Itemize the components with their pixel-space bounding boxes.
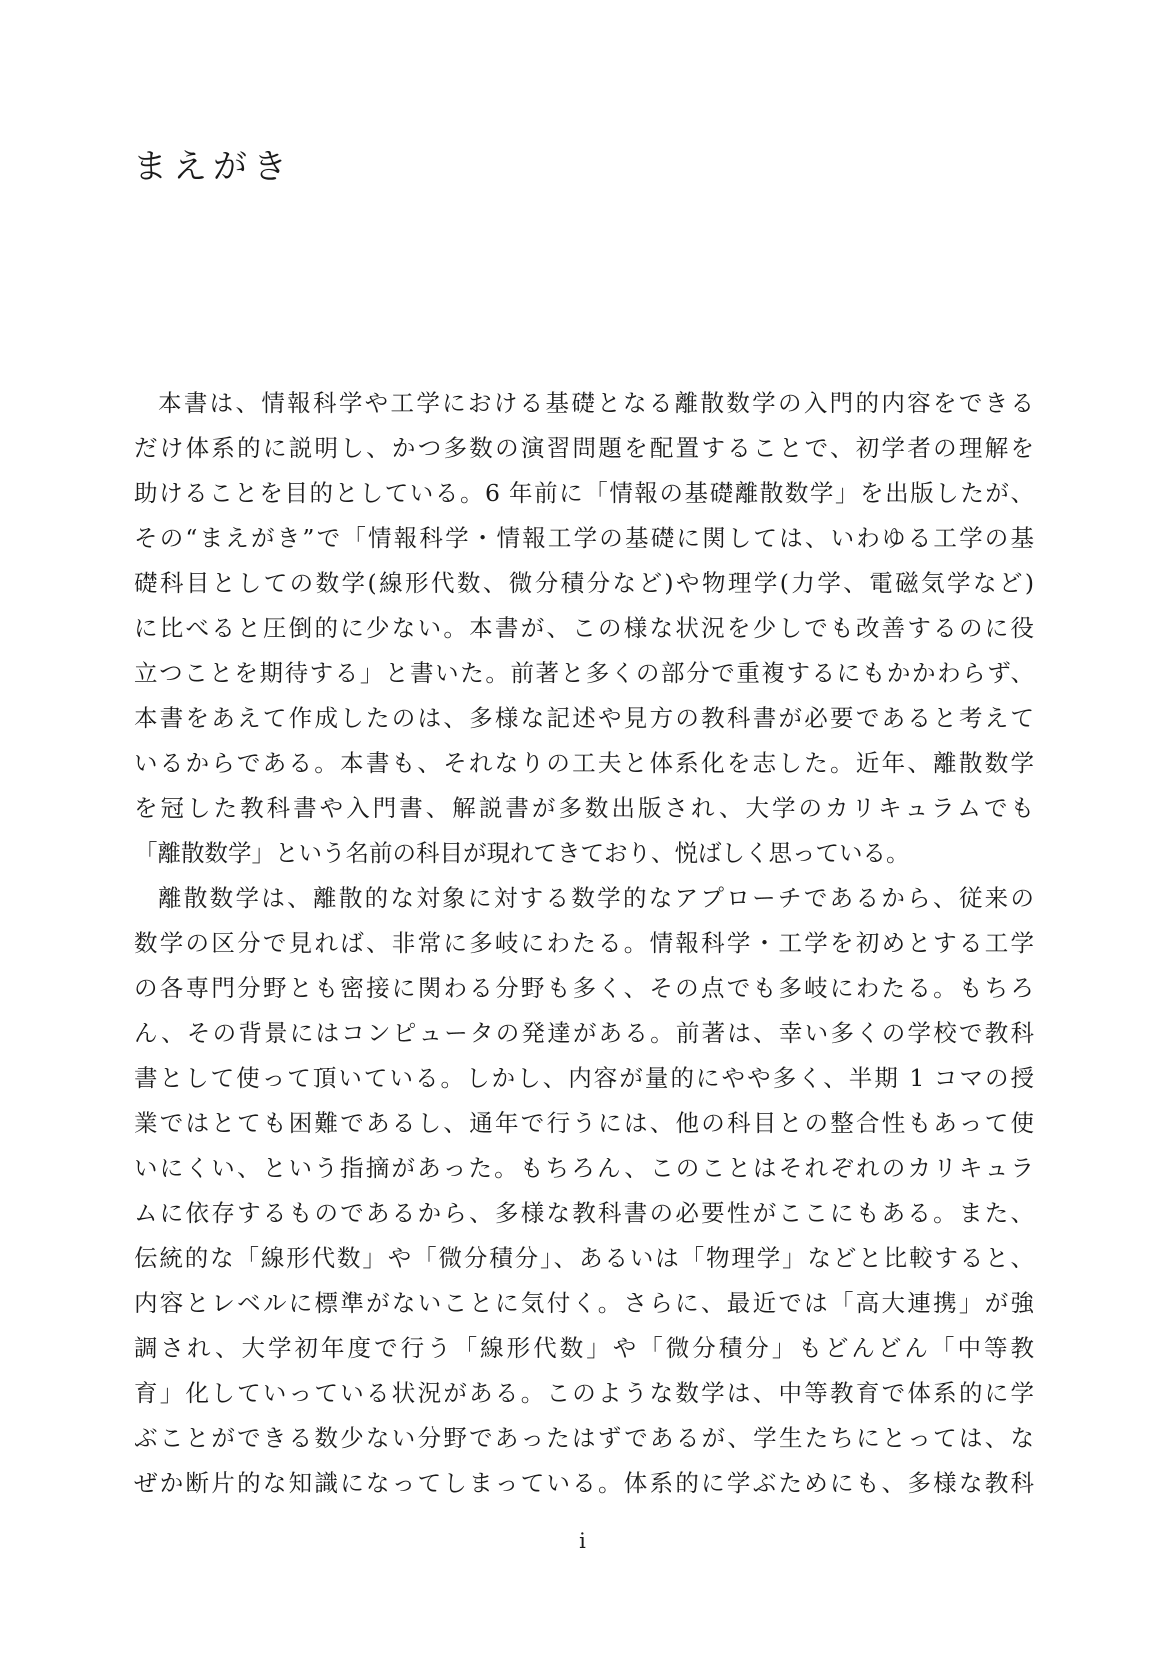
text-line: 離散数学は、離散的な対象に対する数学的なアプローチであるから、従来の <box>158 884 1034 912</box>
text-line: 書として使って頂いている。しかし、内容が量的にやや多く、半期 1 コマの授 <box>134 1064 1034 1092</box>
text-line: ぜか断片的な知識になってしまっている。体系的に学ぶためにも、多様な教科 <box>134 1469 1034 1497</box>
text-line: ムに依存するものであるから、多様な教科書の必要性がここにもある。また、 <box>134 1199 1034 1227</box>
chapter-title: まえがき <box>133 147 293 187</box>
text-line: だけ体系的に説明し、かつ多数の演習問題を配置することで、初学者の理解を <box>134 434 1034 462</box>
text-line: いにくい、という指摘があった。もちろん、このことはそれぞれのカリキュラ <box>134 1154 1034 1182</box>
text-line: を冠した教科書や入門書、解説書が多数出版され、大学のカリキュラムでも <box>134 794 1034 822</box>
text-line: 内容とレベルに標準がないことに気付く。さらに、最近では「高大連携」が強 <box>134 1289 1034 1317</box>
text-line: 育」化していっている状況がある。このような数学は、中等教育で体系的に学 <box>134 1379 1034 1407</box>
text-line: に比べると圧倒的に少ない。本書が、この様な状況を少しでも改善するのに役 <box>134 614 1034 642</box>
text-line: いるからである。本書も、それなりの工夫と体系化を志した。近年、離散数学 <box>134 749 1034 777</box>
page-number: i <box>579 1529 586 1553</box>
text-line: 助けることを目的としている。6 年前に「情報の基礎離散数学」を出版したが、 <box>134 479 1034 507</box>
text-line: の各専門分野とも密接に関わる分野も多く、その点でも多岐にわたる。もちろ <box>134 974 1034 1002</box>
text-line: 本書は、情報科学や工学における基礎となる離散数学の入門的内容をできる <box>158 389 1034 417</box>
text-line: 「離散数学」という名前の科目が現れてきており、悦ばしく思っている。 <box>134 839 910 867</box>
text-line: 礎科目としての数学(線形代数、微分積分など)や物理学(力学、電磁気学など) <box>134 569 1034 597</box>
text-line: 数学の区分で見れば、非常に多岐にわたる。情報科学・工学を初めとする工学 <box>134 929 1034 957</box>
text-line: 調され、大学初年度で行う「線形代数」や「微分積分」もどんどん「中等教 <box>134 1334 1034 1362</box>
text-line: 伝統的な「線形代数」や「微分積分」、あるいは「物理学」などと比較すると、 <box>134 1244 1034 1272</box>
text-line: その“まえがき”で「情報科学・情報工学の基礎に関しては、いわゆる工学の基 <box>134 524 1034 552</box>
text-line: ぶことができる数少ない分野であったはずであるが、学生たちにとっては、な <box>134 1424 1034 1452</box>
text-line: 本書をあえて作成したのは、多様な記述や見方の教科書が必要であると考えて <box>134 704 1034 732</box>
text-line: 立つことを期待する」と書いた。前著と多くの部分で重複するにもかかわらず、 <box>134 659 1034 687</box>
text-line: ん、その背景にはコンピュータの発達がある。前著は、幸い多くの学校で教科 <box>134 1019 1034 1047</box>
preface-body <box>134 381 1034 1506</box>
text-line: 業ではとても困難であるし、通年で行うには、他の科目との整合性もあって使 <box>134 1109 1034 1137</box>
